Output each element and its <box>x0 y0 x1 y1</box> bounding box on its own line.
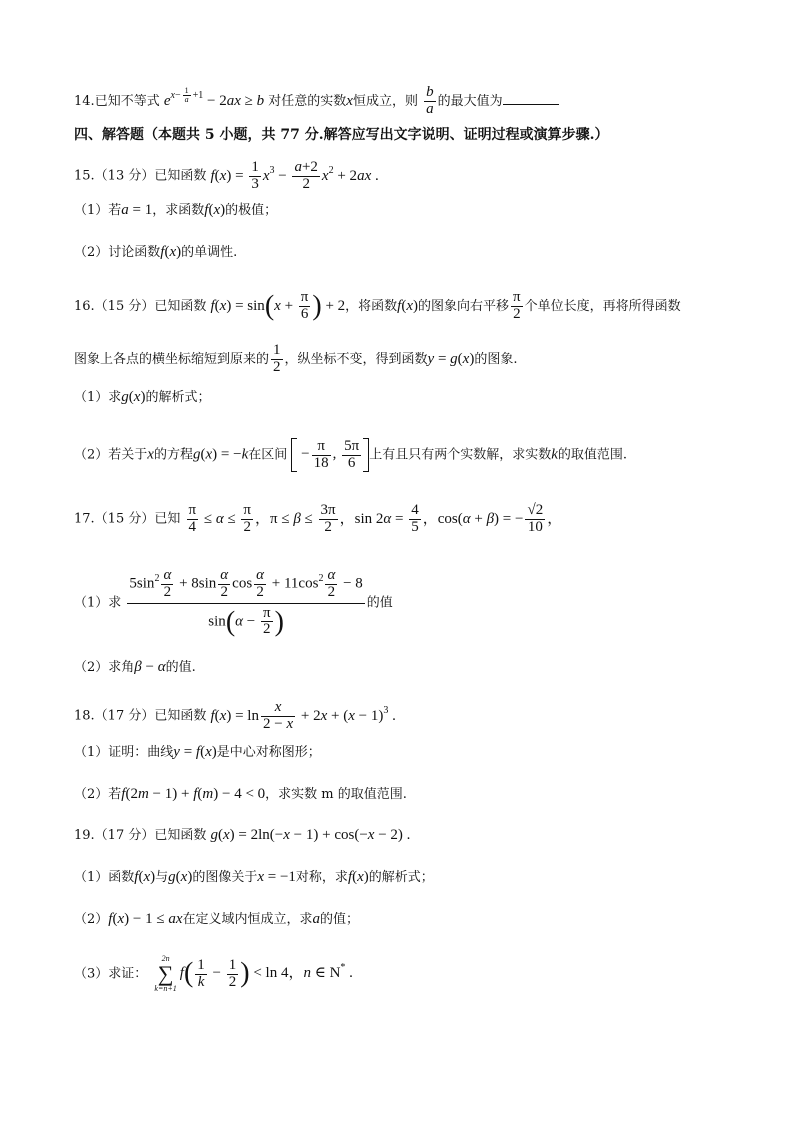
question-16 <box>74 290 681 323</box>
math-conditions: $\frac{\pi}{4}$ ≤ α ≤ $\frac{\pi}{2}$ ，π ≤ β ≤ $\frac{3\pi}{2}$ ，sin 2α = $\frac{4}{5}$ ，cos(α + β) = − $\frac{√2}{10}$ ， <box>188 502 563 535</box>
math-function: y = g(x) <box>427 350 475 367</box>
math-fraction: $\frac{b}{a}$ <box>426 84 434 117</box>
part-text: 对称，求 <box>295 870 348 885</box>
math-interval: − $\frac{\pi}{18}$ , $\frac{5\pi}{6}$ <box>291 446 369 462</box>
math-inequality: f(2m − 1) + f(m) − 4 < 0 <box>121 786 266 802</box>
part-text: 的方程 <box>153 447 193 463</box>
part-text: （1）证明：曲线 <box>74 745 174 760</box>
part-text: （2）求角 <box>74 660 135 675</box>
question-19-part-3 <box>74 955 353 993</box>
math-function: f(x) <box>347 869 369 885</box>
math-function: g(x) <box>121 389 146 405</box>
math-function: f(x) = sin(x + $\frac{\pi}{6}$ ) + 2 <box>210 289 346 322</box>
part-text: （1）求 <box>74 390 122 405</box>
question-text: 19.（17 分）已知函数 <box>74 828 207 843</box>
part-text: 的值； <box>320 912 360 927</box>
question-text: 17.（15 分）已知 <box>74 511 181 527</box>
math-inequality: f(x) − 1 ≤ ax <box>108 911 183 927</box>
question-15 <box>74 160 379 193</box>
question-text: 对任意的实数 <box>268 93 347 109</box>
math-function: f(x) <box>397 297 419 314</box>
part-text: （2）若关于 <box>74 447 148 463</box>
question-19-part-2 <box>74 912 359 927</box>
part-text: （1）求 <box>74 595 122 611</box>
question-text: 的图象. <box>474 351 518 367</box>
part-text: 与 <box>155 870 169 885</box>
part-text: 在定义域内恒成立，求 <box>182 912 313 927</box>
math-function: y = f(x) <box>173 744 217 760</box>
part-text: ，求函数 <box>152 203 205 218</box>
section-heading: 四、解答题（本题共 5 小题，共 77 分.解答应写出文字说明、证明过程或演算步骤.） <box>74 127 609 143</box>
question-18-part-1 <box>74 745 321 760</box>
question-text: 18.（17 分）已知函数 <box>74 708 207 724</box>
math-inequality: $e^{x- \frac{1}{a} +1} - 2ax \ge b$ <box>163 85 265 109</box>
math-var: x <box>346 92 353 109</box>
part-text: （2） <box>74 912 109 927</box>
question-19 <box>74 828 410 843</box>
math-equation: x = −1 <box>257 869 296 885</box>
question-text: 的图象向右平移 <box>418 298 510 314</box>
part-text: 上有且只有两个实数解，求实数 <box>369 447 552 463</box>
math-function: f(x) <box>134 869 156 885</box>
part-text: 的解析式； <box>145 390 211 405</box>
question-17-part-2 <box>74 660 196 675</box>
part-text: （1）函数 <box>74 870 135 885</box>
question-text: 16.（15 分）已知函数 <box>74 298 207 314</box>
question-text: 个单位长度，再将所得函数 <box>524 298 681 314</box>
part-text: （2）若 <box>74 787 122 802</box>
question-15-part-1 <box>74 203 277 218</box>
part-text: 的解析式； <box>368 870 434 885</box>
question-19-part-1 <box>74 870 434 885</box>
question-16-part-1 <box>74 390 210 405</box>
part-text: 的极值； <box>225 203 278 218</box>
question-text: ，将函数 <box>345 298 398 314</box>
question-17 <box>74 503 562 536</box>
question-text: 图象上各点的横坐标缩短到原来的 <box>74 351 270 367</box>
math-condition: a = 1 <box>121 202 153 218</box>
math-expression: β − α <box>134 659 166 675</box>
question-17-part-1 <box>74 568 393 638</box>
question-15-part-2 <box>74 245 237 260</box>
question-text: 已知不等式 <box>94 93 160 109</box>
question-text: ，纵坐标不变，得到函数 <box>284 351 428 367</box>
question-16-line-2 <box>74 343 517 376</box>
question-14 <box>74 85 559 118</box>
math-fraction: $\frac{\pi}{2}$ <box>513 289 521 322</box>
math-var: k <box>551 446 558 463</box>
math-function: f(x) <box>160 244 182 260</box>
math-function: g(x) = 2ln(−x − 1) + cos(−x − 2) . <box>210 827 411 843</box>
part-text: ，求实数 m 的取值范围. <box>265 787 407 802</box>
math-fraction: $\frac{1}{2}$ <box>273 342 281 375</box>
question-18 <box>74 700 396 733</box>
part-text: （3）求证： <box>74 966 148 982</box>
math-inequality: 2n ∑ k=n+1 f( $\frac{1}{k}$ − $\frac{1}{2}$ ) < ln 4，n ∈ N* . <box>154 954 353 993</box>
question-18-part-2 <box>74 787 407 802</box>
question-text: 15.（13 分）已知函数 <box>74 168 207 184</box>
part-text: 在区间 <box>248 447 288 463</box>
math-function: g(x) <box>168 869 193 885</box>
question-text: 恒成立，则 <box>352 93 418 109</box>
question-16-part-2 <box>74 438 627 472</box>
part-text: 是中心对称图形； <box>216 745 321 760</box>
math-var: x <box>147 446 154 463</box>
question-number: 14. <box>74 93 95 109</box>
part-text: （1）若 <box>74 203 122 218</box>
math-equation: g(x) = −k <box>192 446 249 463</box>
math-function: f(x) = $\frac{1}{3}$ $x^3$ − $\frac{a+2}{2}$ $x^2 + 2ax$ . <box>210 159 379 192</box>
math-function: f(x) = ln $\frac{x}{2 - x}$ + $2x + (x - 1)^3$ . <box>210 699 396 732</box>
part-text: 的值 <box>366 595 393 611</box>
question-text: 的最大值为 <box>437 93 503 109</box>
part-text: 的值. <box>165 660 196 675</box>
part-text: 的图像关于 <box>192 870 258 885</box>
math-expression: $5\sin^2$ $\frac{\alpha}{2}$ + 8sin $\frac{\alpha}{2}$ cos $\frac{\alpha}{2}$ + $11\cos^2$ $\frac{\alpha}{2}$ − 8 sin(α − $\frac{\pi}{2}$ ) <box>129 567 363 638</box>
math-function: f(x) <box>204 202 226 218</box>
part-text: 的取值范围. <box>557 447 628 463</box>
math-var: a <box>312 911 320 927</box>
answer-blank <box>503 104 559 105</box>
part-text: （2）讨论函数 <box>74 245 161 260</box>
part-text: 的单调性. <box>181 245 238 260</box>
